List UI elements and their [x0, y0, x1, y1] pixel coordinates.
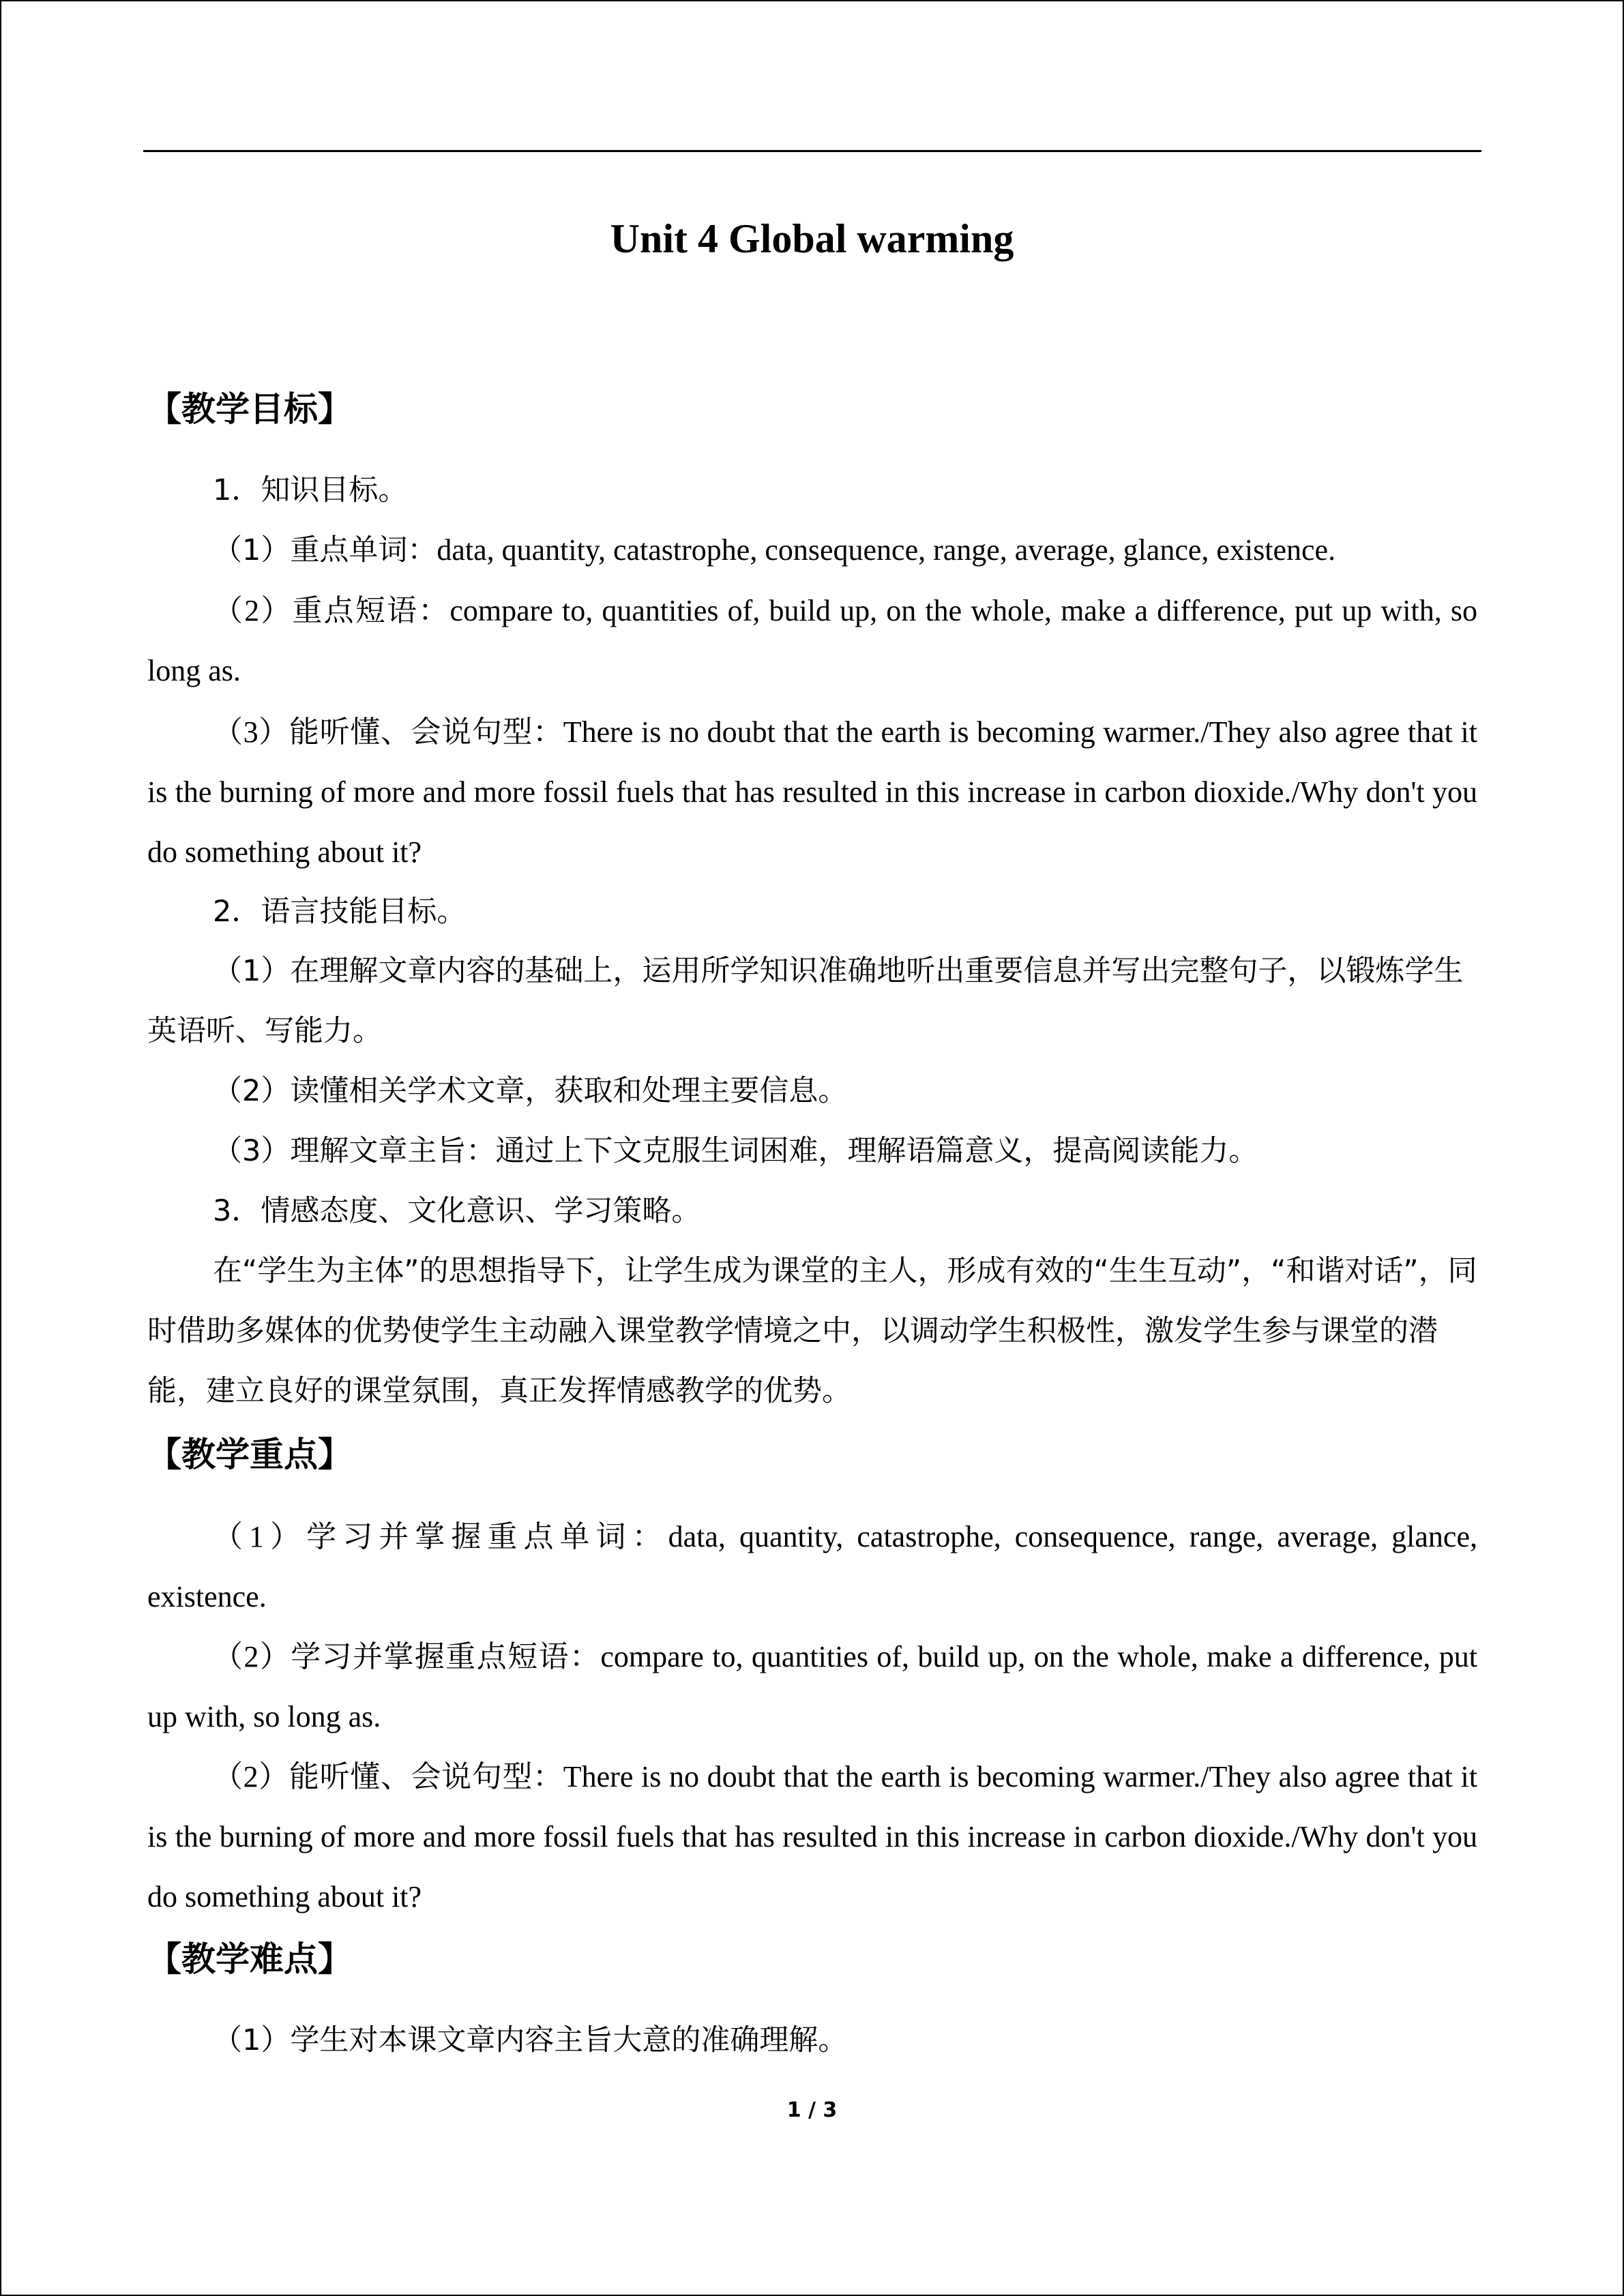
- key-point-1: （1）学习并掌握重点单词：data, quantity, catastrophe, consequence, range, average, glance, existence.: [147, 1520, 1477, 1613]
- header-rule: [143, 150, 1481, 152]
- knowledge-item-2: （2）重点短语：compare to, quantities of, build up, on the whole, make a difference, put up with, so long as.: [147, 594, 1477, 687]
- document-title: Unit 4 Global warming: [610, 216, 1014, 261]
- knowledge-objective-label: 1．知识目标。: [213, 473, 408, 507]
- skills-item-1: （1）在理解文章内容的基础上，运用所学知识准确地听出重要信息并写出完整句子，以锻炼学生英语听、写能力。: [147, 954, 1464, 1048]
- skills-item-2: （2）读懂相关学术文章，获取和处理主要信息。: [213, 1074, 848, 1108]
- skills-item-3: （3）理解文章主旨：通过上下文克服生词困难，理解语篇意义，提高阅读能力。: [213, 1134, 1258, 1168]
- section-heading-objectives: 【教学目标】: [147, 389, 352, 429]
- knowledge-item-3: （3）能听懂、会说句型：There is no doubt that the earth is becoming warmer./They also agree that it is the burning of more and more fossil fuels that has resulted in this increase in carbon dioxide./Why don't you do something about it?: [147, 715, 1477, 869]
- page-number: 1 / 3: [786, 2098, 838, 2122]
- attitude-objective-label: 3．情感态度、文化意识、学习策略。: [213, 1194, 701, 1228]
- section-heading-difficulties: 【教学难点】: [147, 1939, 352, 1979]
- skills-objective-label: 2．语言技能目标。: [213, 895, 467, 929]
- attitude-objective-text: 在“学生为主体”的思想指导下，让学生成为课堂的主人，形成有效的“生生互动”，“和谐对话”，同时借助多媒体的优势使学生主动融入课堂教学情境之中，以调动学生积极性，激发学生参与课堂的潜能，建立良好的课堂氛围，真正发挥情感教学的优势。: [147, 1254, 1477, 1408]
- difficulty-1: （1）学生对本课文章内容主旨大意的准确理解。: [213, 2023, 848, 2057]
- key-point-2: （2）学习并掌握重点短语：compare to, quantities of, build up, on the whole, make a difference, put up with, so long as.: [147, 1640, 1477, 1733]
- knowledge-item-1: （1）重点单词：data, quantity, catastrophe, consequence, range, average, glance, existence.: [213, 533, 1336, 567]
- section-heading-key-points: 【教学重点】: [147, 1435, 352, 1474]
- key-point-3: （2）能听懂、会说句型：There is no doubt that the earth is becoming warmer./They also agree that it is the burning of more and more fossil fuels that has resulted in this increase in carbon dioxide./Why don't you do something about it?: [147, 1760, 1477, 1913]
